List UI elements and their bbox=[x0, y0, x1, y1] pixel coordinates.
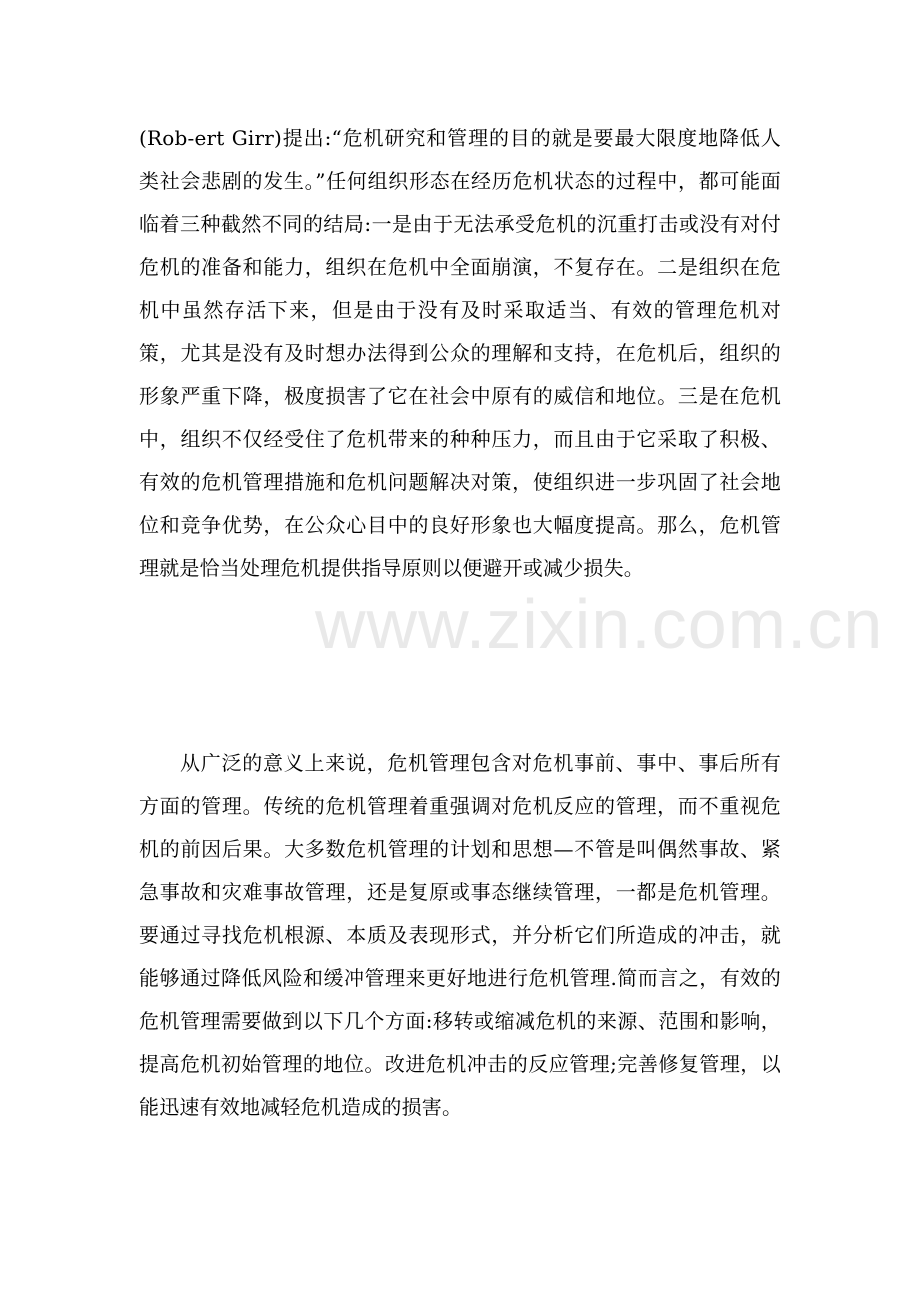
watermark: www.zixin.com.cn bbox=[315, 585, 884, 663]
paragraph-1: (Rob-ert Girr)提出:“危机研究和管理的目的就是要最大限度地降低人类社会悲剧的发生。”任何组织形态在经历危机状态的过程中，都可能面临着三种截然不同的结局:一是由于无法承受危机的沉重打击或没有对付危机的准备和能力，组织在危机中全面崩演，不复存在。二是组织在危机中虽然存活下来，但是由于没有及时采取适当、有效的管理危机对策，尤其是没有及时想办法得到公众的理解和支持，在危机后，组织的形象严重下降，极度损害了它在社会中原有的威信和地位。三是在危机中，组织不仅经受住了危机带来的种种压力，而且由于它采取了积极、有效的危机管理措施和危机问题解决对策，使组织进一步巩固了社会地位和竞争优势，在公众心目中的良好形象也大幅度提高。那么，危机管理就是恰当处理危机提供指导原则以便避开或减少损失。 bbox=[139, 126, 781, 580]
paragraph-2: 从广泛的意义上来说，危机管理包含对危机事前、事中、事后所有方面的管理。传统的危机管理着重强调对危机反应的管理，而不重视危机的前因后果。大多数危机管理的计划和思想—不管是叫偶然事故、紧急事故和灾难事故管理，还是复原或事态继续管理，一都是危机管理。要通过寻找危机根源、本质及表现形式，并分析它们所造成的冲击，就能够通过降低风险和缓冲管理来更好地进行危机管理.简而言之，有效的危机管理需要做到以下几个方面:移转或缩减危机的来源、范围和影响，提高危机初始管理的地位。改进危机冲击的反应管理;完善修复管理，以能迅速有效地减轻危机造成的损害。 bbox=[139, 751, 781, 1119]
